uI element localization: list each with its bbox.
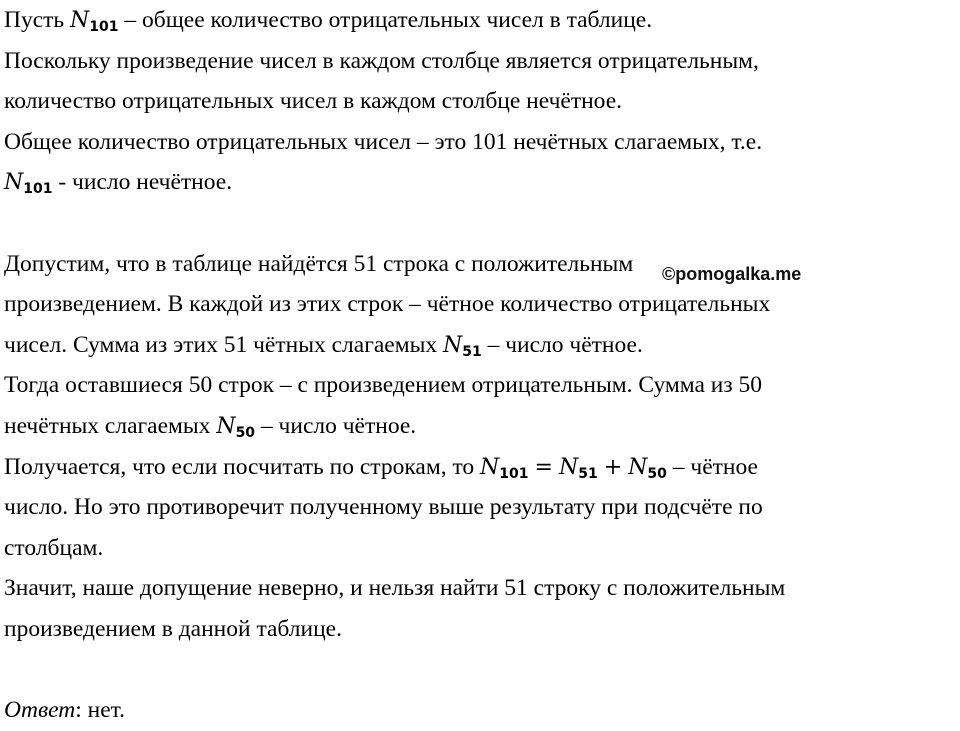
text-line: произведением в данной таблице. bbox=[4, 615, 342, 642]
answer-text: : нет. bbox=[75, 697, 126, 724]
text-line: количество отрицательных чисел в каждом столбце нечётное. bbox=[4, 88, 623, 115]
paragraph-gap bbox=[4, 203, 954, 244]
answer-line bbox=[4, 690, 954, 731]
paragraph-gap bbox=[4, 650, 954, 691]
text-line: Получается, что если посчитать по строкам, то $N_{101} = N_{51} + N_{50}$ – чётное bbox=[4, 453, 758, 482]
math-var: $N_{101}$ bbox=[70, 8, 119, 35]
answer-label: Ответ bbox=[4, 697, 76, 724]
math-var: $N_{50}$ bbox=[216, 413, 256, 441]
text-line: чисел. Сумма из этих 51 чётных слагаемых $N_{51}$ – число чётное. bbox=[4, 331, 643, 360]
text-line: число. Но это противоречит полученному выше результату при подсчёте по bbox=[4, 494, 763, 521]
text-line: Общее количество отрицательных чисел – это 101 нечётных слагаемых, т.е. bbox=[4, 128, 763, 155]
text-line: $N_{101}$ - число нечётное. bbox=[4, 169, 233, 198]
text-line: Пусть $N_{101}$ – общее количество отрицательных чисел в таблице. bbox=[4, 7, 653, 35]
text-line: столбцам. bbox=[4, 534, 104, 561]
text-line: Поскольку произведение чисел в каждом столбце является отрицательным, bbox=[4, 47, 759, 74]
text-line: нечётных слагаемых $N_{50}$ – число чётное. bbox=[4, 412, 417, 441]
text-line: Допустим, что в таблице найдётся 51 строка с положительным bbox=[4, 250, 634, 277]
math-var: $N_{51}$ bbox=[558, 454, 598, 482]
math-var: $N_{51}$ bbox=[442, 332, 482, 360]
math-var: $N_{50}$ bbox=[628, 454, 667, 482]
text-line: Значит, наше допущение неверно, и нельзя найти 51 строку с положительным bbox=[4, 575, 786, 602]
watermark: ©pomogalka.me bbox=[662, 264, 802, 284]
text-line: Тогда оставшиеся 50 строк – с произведением отрицательным. Сумма из 50 bbox=[4, 372, 763, 399]
equals-sign: = bbox=[534, 454, 553, 480]
text-line: произведением. В каждой из этих строк – чётное количество отрицательных bbox=[4, 291, 771, 318]
solution-text bbox=[4, 0, 954, 731]
math-var: $N_{101}$ bbox=[4, 170, 53, 198]
plus-sign: + bbox=[603, 454, 623, 480]
math-var: $N_{101}$ bbox=[480, 454, 529, 482]
